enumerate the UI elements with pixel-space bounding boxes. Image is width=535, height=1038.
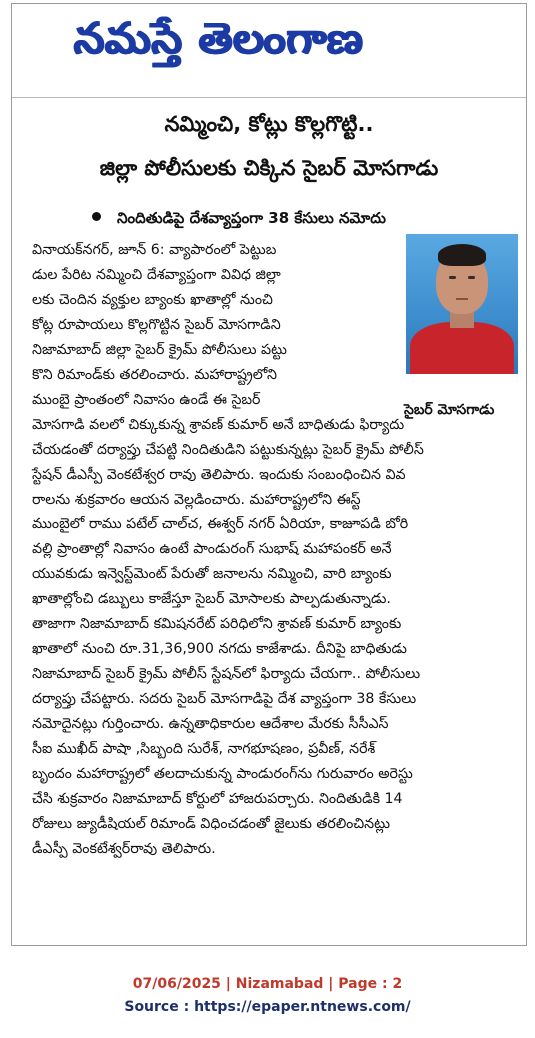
article-body-line: యువకుడు ఇన్వెస్ట్‌మెంట్ పేరుతో జనాలను నమ్మించి, వారి బ్యాంకు xyxy=(32,566,392,583)
article-body-line: రాలను శుక్రవారం ఆయన వెల్లడించారు. మహారాష్ట్రలోని ఈస్ట్ xyxy=(32,491,361,508)
article-body-line: ముంబైలో రాము పటేల్ చాల్‌చ, ఈశ్వర్ నగర్ ఏరియా, కాజూపడి బోరి xyxy=(32,516,409,533)
headline-line-1: నమ్మించి, కోట్లు కొల్లగొట్టి.. xyxy=(164,112,374,136)
footer-source-line: Source : https://epaper.ntnews.com/ xyxy=(124,999,411,1015)
article-body-line: డీఎస్పీ వెంకటేశ్వర్‌రావు తెలిపారు. xyxy=(32,840,216,857)
article-body-line: దర్యాప్తు చేపట్టారు. సదరు సైబర్ మోసగాడిపై దేశ వ్యాప్తంగా 38 కేసులు xyxy=(32,691,417,708)
subheadline-text: నిందితుడిపై దేశవ్యాప్తంగా 38 కేసులు నమోదు xyxy=(117,209,386,227)
article-body-line: మోసగాడి వలలో చిక్కుకున్న శ్రావణ్ కుమార్ అనే బాధితుడు ఫిర్యాదు xyxy=(32,416,405,433)
article-body-line: డుల పేరిట నమ్మించి దేశవ్యాప్తంగా వివిధ జిల్లా xyxy=(32,266,281,283)
photo-caption: సైబర్ మోసగాడు xyxy=(404,402,495,418)
suspect-photo xyxy=(406,234,518,374)
article-body-line: నిజామాబాద్ జిల్లా సైబర్ క్రైమ్ పోలీసులు పట్టు xyxy=(32,341,287,358)
masthead-divider xyxy=(12,97,526,98)
newspaper-clipping xyxy=(11,3,527,946)
article-body-line: సీఐ ముఖీద్ పాషా ,సిబ్బంది సురేశ్, నాగభూషణం, ప్రవీణ్, నరేశ్ xyxy=(32,741,376,757)
subheadline xyxy=(92,209,386,231)
article-body-line: తాజాగా నిజామాబాద్ కమిషనరేట్ పరిధిలోని శ్రావణ్ కుమార్ బ్యాంకు xyxy=(32,616,402,633)
article-body-line: లకు చెందిన వ్యక్తుల బ్యాంకు ఖాతాల్లో నుంచి xyxy=(32,291,273,308)
article-body-line: చేయడంతో దర్యాప్తు చేపట్టి నిందితుడిని పట్టుకున్నట్లు సైబర్ క్రైమ్ పోలీస్ xyxy=(32,441,424,458)
article-body-line: ఖాతాలో నుంచి రూ.31,36,900 నగదు కాజేశాడు. దీనిపై బాధితుడు xyxy=(32,641,407,658)
masthead xyxy=(12,4,526,92)
headline-line-2: జిల్లా పోలీసులకు చిక్కిన సైబర్ మోసగాడు xyxy=(99,156,439,180)
article-body-line: బృందం మహారాష్ట్రలో తలదాచుకున్న పాండురంగ్‌ను గురువారం అరెస్టు xyxy=(32,765,413,782)
masthead-title: నమస్తే తెలంగాణ xyxy=(74,14,364,64)
article-body-line: వినాయక్‌నగర్, జూన్ 6: వ్యాపారంలో పెట్టుబ xyxy=(32,242,277,258)
article-body-line: వల్లి ప్రాంతాల్లో నివాసం ఉంటే పాండురంగ్ సుభాష్ మహాపంకర్ అనే xyxy=(32,541,392,558)
article-body-line: చేసి శుక్రవారం నిజామాబాద్ కోర్టులో హాజరుపర్చారు. నిందితుడికి 14 xyxy=(32,790,403,807)
article-body-line: రోజులు జ్యుడీషియల్ రిమాండ్ విధించడంతో జైలుకు తరలించినట్లు xyxy=(32,815,390,832)
article-body-line: కొని రిమాండ్‌కు తరలించారు. మహారాష్ట్రలోని xyxy=(32,366,277,383)
article-body-line: ముంబై ప్రాంతంలో నివాసం ఉండే ఈ సైబర్ xyxy=(32,391,261,408)
bullet-icon xyxy=(92,212,101,221)
article-body-line: కోట్ల రూపాయలు కొల్లగొట్టిన సైబర్ మోసగాడిని xyxy=(32,316,281,333)
article-body-line: ఖాతాల్లోంచి డబ్బులు కాజేస్తూ సైబర్ మోసాలకు పాల్పడుతున్నాడు. xyxy=(32,591,391,608)
article-body-line: స్టేషన్ డీఎస్పీ వెంకటేశ్వర రావు తెలిపారు. ఇందుకు సంబంధించిన వివ xyxy=(32,466,406,483)
article-body-line: నిజామాబాద్ సైబర్ క్రైమ్ పోలీస్ స్టేషన్‌లో ఫిర్యాదు చేయగా.. పోలీసులు xyxy=(32,666,421,683)
article-body-line: నమోదైనట్లు గుర్తించారు. ఉన్నతాధికారుల ఆదేశాల మేరకు సీసీఎస్ xyxy=(32,716,389,733)
footer-date-line: 07/06/2025 | Nizamabad | Page : 2 xyxy=(132,976,403,992)
